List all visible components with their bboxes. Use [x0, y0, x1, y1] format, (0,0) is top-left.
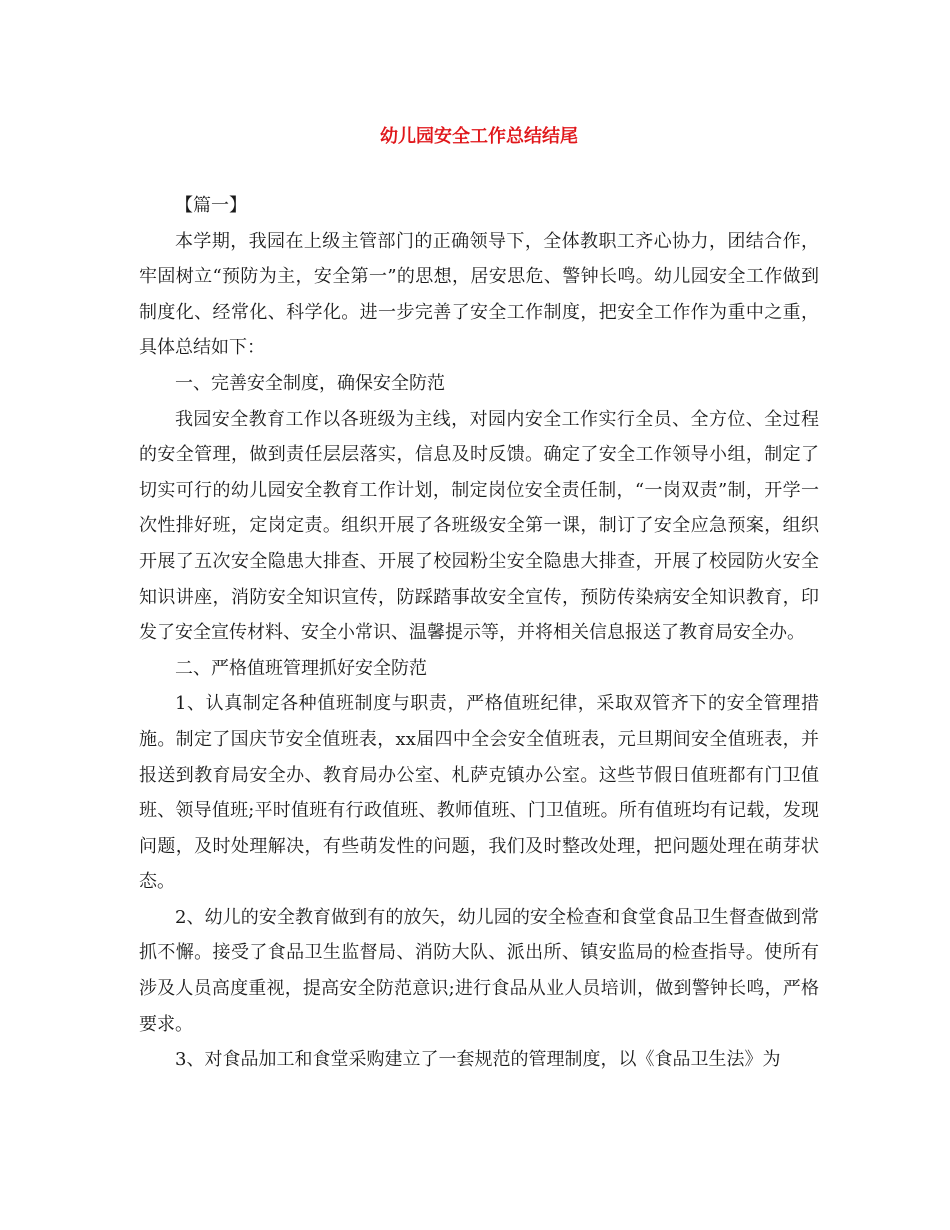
heading-section-1: 一、完善安全制度，确保安全防范 — [175, 372, 445, 394]
paragraph-item-2: 2、幼儿的安全教育做到有的放矢，幼儿园的安全检查和食堂食品卫生督查做到常抓不懈。接受了食品卫生监督局、消防大队、派出所、镇安监局的检查指导。使所有涉及人员高度重视，提高安全防范意识;进行食品从业人员培训，做到警钟长鸣，严格要求。 — [139, 906, 819, 1035]
section-label: 【篇一】 — [175, 195, 247, 216]
paragraph-intro: 本学期，我园在上级主管部门的正确领导下，全体教职工齐心协力，团结合作，牢固树立“预防为主，安全第一”的思想，居安思危、警钟长鸣。幼儿园安全工作做到制度化、经常化、科学化。进一步完善了安全工作制度，把安全工作作为重中之重，具体总结如下： — [139, 230, 819, 359]
paragraph-item-1: 1、认真制定各种值班制度与职责，严格值班纪律，采取双管齐下的安全管理措施。制定了国庆节安全值班表，xx届四中全会安全值班表，元旦期间安全值班表，并报送到教育局安全办、教育局办公室、札萨克镇办公室。这些节假日值班都有门卫值班、领导值班;平时值班有行政值班、教师值班、门卫值班。所有值班均有记载，发现问题，及时处理解决，有些萌发性的问题，我们及时整改处理，把问题处理在萌芽状态。 — [139, 693, 819, 893]
document-title: 幼儿园安全工作总结结尾 — [380, 126, 578, 147]
paragraph-section-1: 我园安全教育工作以各班级为主线，对园内安全工作实行全员、全方位、全过程的安全管理，做到责任层层落实，信息及时反馈。确定了安全工作领导小组，制定了切实可行的幼儿园安全教育工作计划，制定岗位安全责任制，“一岗双责”制，开学一次性排好班，定岗定责。组织开展了各班级安全第一课，制订了安全应急预案，组织开展了五次安全隐患大排查、开展了校园粉尘安全隐患大排查，开展了校园防火安全知识讲座，消防安全知识宣传，防踩踏事故安全宣传，预防传染病安全知识教育，印发了安全宣传材料、安全小常识、温馨提示等，并将相关信息报送了教育局安全办。 — [139, 408, 819, 644]
document-body — [139, 188, 819, 1078]
heading-section-2: 二、严格值班管理抓好安全防范 — [175, 657, 427, 679]
paragraph-item-3: 3、对食品加工和食堂采购建立了一套规范的管理制度，以《食品卫生法》为 — [175, 1049, 781, 1071]
